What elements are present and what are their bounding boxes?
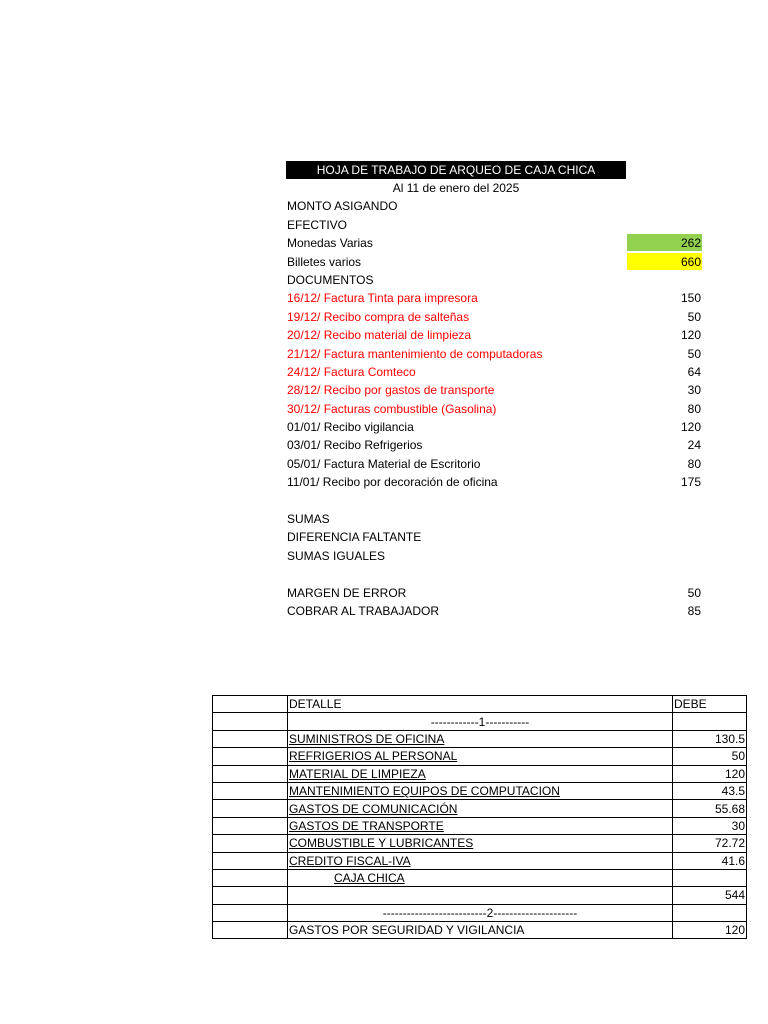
doc-row <box>286 345 702 363</box>
doc-label: 30/12/ Facturas combustible (Gasolina) <box>287 401 497 416</box>
doc-value: 120 <box>680 420 701 435</box>
doc-row <box>286 381 702 399</box>
doc-label: 16/12/ Factura Tinta para impresora <box>287 291 478 306</box>
table-row <box>213 713 747 730</box>
account-value: 55.68 <box>673 800 747 817</box>
doc-row <box>286 289 702 307</box>
table-row <box>213 765 747 782</box>
doc-value: 64 <box>687 364 701 379</box>
table-row <box>213 817 747 834</box>
doc-row <box>286 308 702 326</box>
efectivo-label: EFECTIVO <box>287 217 348 232</box>
doc-value: 120 <box>680 328 701 343</box>
doc-label: 21/12/ Factura mantenimiento de computadoras <box>287 346 543 361</box>
account-value: 50 <box>673 748 747 765</box>
account-label: MANTENIMIENTO EQUIPOS DE COMPUTACION <box>288 782 673 799</box>
journal-table <box>212 695 747 939</box>
sumas-iguales-label: SUMAS IGUALES <box>287 548 386 563</box>
account-label: REFRIGERIOS AL PERSONAL <box>288 748 673 765</box>
arqueo-worksheet <box>286 161 702 620</box>
account-label: COMBUSTIBLE Y LUBRICANTES <box>288 835 673 852</box>
cobrar-label: COBRAR AL TRABAJADOR <box>287 603 440 618</box>
doc-row <box>286 473 702 491</box>
journal-header-row <box>213 696 747 713</box>
doc-value: 175 <box>680 475 701 490</box>
margen-row <box>286 584 702 602</box>
cobrar-row <box>286 602 702 620</box>
doc-value: 80 <box>687 401 701 416</box>
billetes-row <box>286 253 702 271</box>
account-label: GASTOS POR SEGURIDAD Y VIGILANCIA <box>288 922 673 939</box>
account-label: SUMINISTROS DE OFICINA <box>288 730 673 747</box>
sumas-label: SUMAS <box>287 512 330 527</box>
table-row <box>213 730 747 747</box>
account-value: 120 <box>673 765 747 782</box>
doc-row <box>286 400 702 418</box>
account-label: MATERIAL DE LIMPIEZA <box>288 765 673 782</box>
doc-label: 05/01/ Factura Material de Escritorio <box>287 456 481 471</box>
caja-chica-label: CAJA CHICA <box>288 869 673 886</box>
doc-row <box>286 326 702 344</box>
doc-value: 150 <box>680 291 701 306</box>
table-row <box>213 835 747 852</box>
worksheet-title: HOJA DE TRABAJO DE ARQUEO DE CAJA CHICA <box>286 161 626 179</box>
doc-label: 24/12/ Factura Comteco <box>287 364 416 379</box>
margen-value: 50 <box>687 585 701 600</box>
monedas-row <box>286 234 702 252</box>
doc-row <box>286 363 702 381</box>
table-row <box>213 782 747 799</box>
table-row <box>213 852 747 869</box>
detalle-header: DETALLE <box>288 696 673 713</box>
caja-chica-total: 544 <box>673 887 747 904</box>
separator-1: ------------1----------- <box>288 713 673 730</box>
account-value: 43.5 <box>673 782 747 799</box>
diferencia-label: DIFERENCIA FALTANTE <box>287 530 422 545</box>
separator-2: --------------------------2--------------------- <box>288 904 673 921</box>
account-label: GASTOS DE COMUNICACIÓN <box>288 800 673 817</box>
account-value: 130.5 <box>673 730 747 747</box>
doc-value: 80 <box>687 456 701 471</box>
monedas-value: 262 <box>680 236 701 251</box>
worksheet-date: Al 11 de enero del 2025 <box>392 181 520 195</box>
account-label: GASTOS DE TRANSPORTE <box>288 817 673 834</box>
billetes-value: 660 <box>680 254 701 269</box>
table-row <box>213 800 747 817</box>
debe-header: DEBE <box>673 696 747 713</box>
doc-label: 28/12/ Recibo por gastos de transporte <box>287 383 495 398</box>
doc-value: 50 <box>687 346 701 361</box>
table-row <box>213 748 747 765</box>
margen-label: MARGEN DE ERROR <box>287 585 407 600</box>
billetes-label: Billetes varios <box>287 254 362 269</box>
doc-value: 50 <box>687 309 701 324</box>
account-value: 30 <box>673 817 747 834</box>
account-value: 72.72 <box>673 835 747 852</box>
doc-label: 03/01/ Recibo Refrigerios <box>287 438 423 453</box>
doc-label: 20/12/ Recibo material de limpieza <box>287 328 472 343</box>
account-value: 120 <box>673 922 747 939</box>
account-label: CREDITO FISCAL-IVA <box>288 852 673 869</box>
table-row <box>213 922 747 939</box>
monto-asignado-label: MONTO ASIGANDO <box>287 199 398 214</box>
doc-label: 11/01/ Recibo por decoración de oficina <box>287 475 498 490</box>
cobrar-value: 85 <box>687 603 701 618</box>
doc-row <box>286 418 702 436</box>
doc-value: 30 <box>687 383 701 398</box>
doc-row <box>286 436 702 454</box>
table-row <box>213 904 747 921</box>
doc-label: 01/01/ Recibo vigilancia <box>287 420 414 435</box>
table-row <box>213 869 747 886</box>
account-value: 41.6 <box>673 852 747 869</box>
monedas-label: Monedas Varias <box>287 236 373 251</box>
documentos-label: DOCUMENTOS <box>287 272 374 287</box>
doc-value: 24 <box>687 438 701 453</box>
table-row <box>213 887 747 904</box>
doc-row <box>286 455 702 473</box>
doc-label: 19/12/ Recibo compra de salteñas <box>287 309 470 324</box>
